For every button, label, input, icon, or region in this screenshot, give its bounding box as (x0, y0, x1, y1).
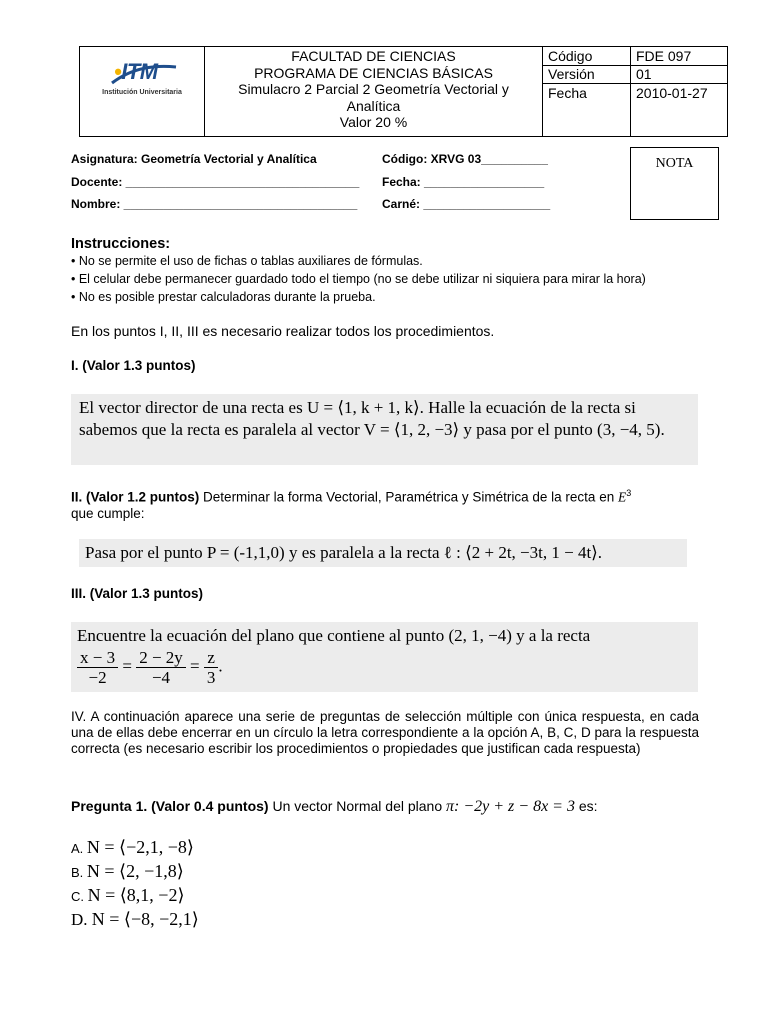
divider (542, 83, 728, 84)
fecha-value: 2010-01-27 (636, 85, 708, 101)
fraction: $\frac{2 - 2y}{-4}$ (136, 648, 186, 687)
title-line: Analítica (346, 97, 401, 114)
codigo-field[interactable]: Código: XRVG 03__________ (382, 152, 548, 166)
institution-logo (80, 47, 204, 136)
section-2-statement (71, 485, 701, 522)
line-symmetric-equation: $\frac{x - 3}{-2}$ = $\frac{2 - 2y}{-4}$ = $\frac{z}{3}$ . (77, 648, 692, 687)
section-4-text: IV. A continuación aparece una serie de preguntas de selección múltiple con única respuesta, en cada una de ellas debe encerrar en un círculo la letra correspondiente a la opción A, B, C, D para la respuesta correcta (es necesario escribir los procedimientos o propiedades que justifican cada respuesta) (71, 709, 699, 756)
title-line: Valor 20 % (339, 114, 408, 130)
math-e: E (617, 489, 627, 505)
nota-box: NOTA (630, 147, 719, 220)
plane-equation: π: −2y + z − 8x = 3 (446, 798, 575, 815)
section-3-title: III. (Valor 1.3 puntos) (71, 586, 204, 601)
option-c[interactable]: C. N = ⟨8,1, −2⟩ (71, 885, 185, 905)
divider (542, 47, 543, 136)
question-1-stem: Pregunta 1. (Valor 0.4 puntos) Un vector Normal del plano π: −2y + z − 8x = 3 es: (71, 798, 598, 815)
document-title (205, 48, 542, 131)
fraction: $\frac{z}{3}$ (204, 648, 219, 687)
nombre-field[interactable]: Nombre: ___________________________________ (71, 197, 358, 211)
fecha-label: Fecha (548, 85, 587, 101)
version-label: Versión (548, 66, 595, 82)
divider (630, 47, 631, 136)
instruction-item: • No se permite el uso de fichas o tablas auxiliares de fórmulas. (71, 254, 423, 268)
section-2-text: Determinar la forma Vectorial, Paramétrica y Simétrica de la recta en (203, 489, 618, 505)
section-3-problem (71, 622, 698, 692)
docente-field[interactable]: Docente: ___________________________________ (71, 175, 360, 189)
version-value: 01 (636, 66, 652, 82)
procedures-note: En los puntos I, II, III es necesario realizar todos los procedimientos. (71, 323, 495, 339)
asignatura-field: Asignatura: Geometría Vectorial y Analítica (71, 152, 317, 166)
section-2-title: II. (Valor 1.2 puntos) (71, 489, 200, 505)
section-2-text: que cumple: (71, 505, 145, 521)
header-table (79, 46, 728, 137)
logo-mark: •ITM (114, 59, 158, 84)
instruction-item: • El celular debe permanecer guardado todo el tiempo (no se debe utilizar ni siquiera para mirar la hora) (71, 272, 646, 286)
section-1-problem: El vector director de una recta es U = ⟨1, k + 1, k⟩. Halle la ecuación de la recta si sabemos que la recta es paralela al vector V = ⟨1, 2, −3⟩ y pasa por el punto (3, −4, 5). (71, 394, 698, 465)
section-3-text: Encuentre la ecuación del plano que contiene al punto (2, 1, −4) y a la recta (77, 626, 591, 645)
fraction: $\frac{x - 3}{-2}$ (77, 648, 118, 687)
option-a[interactable]: A. N = ⟨−2,1, −8⟩ (71, 837, 194, 857)
option-b[interactable]: B. N = ⟨2, −1,8⟩ (71, 861, 184, 881)
section-2-problem: Pasa por el punto P = (-1,1,0) y es paralela a la recta ℓ : ⟨2 + 2t, −3t, 1 − 4t⟩. (79, 539, 687, 567)
carne-field[interactable]: Carné: ___________________ (382, 197, 551, 211)
question-1-title: Pregunta 1. (Valor 0.4 puntos) (71, 798, 269, 814)
math-exponent: 3 (626, 488, 632, 498)
section-1-title: I. (Valor 1.3 puntos) (71, 358, 196, 373)
option-d[interactable]: D. N = ⟨−8, −2,1⟩ (71, 909, 199, 929)
title-line: Simulacro 2 Parcial 2 Geometría Vectorial y (238, 81, 509, 97)
fecha-field[interactable]: Fecha: __________________ (382, 175, 545, 189)
title-line: PROGRAMA DE CIENCIAS BÁSICAS (254, 64, 493, 81)
instructions-title: Instrucciones: (71, 236, 171, 252)
title-line: FACULTAD DE CIENCIAS (291, 48, 456, 64)
codigo-value: FDE 097 (636, 48, 692, 64)
logo-institution-text: Institución Universitaria (102, 89, 182, 96)
codigo-label: Código (548, 48, 593, 64)
instruction-item: • No es posible prestar calculadoras durante la prueba. (71, 290, 376, 304)
